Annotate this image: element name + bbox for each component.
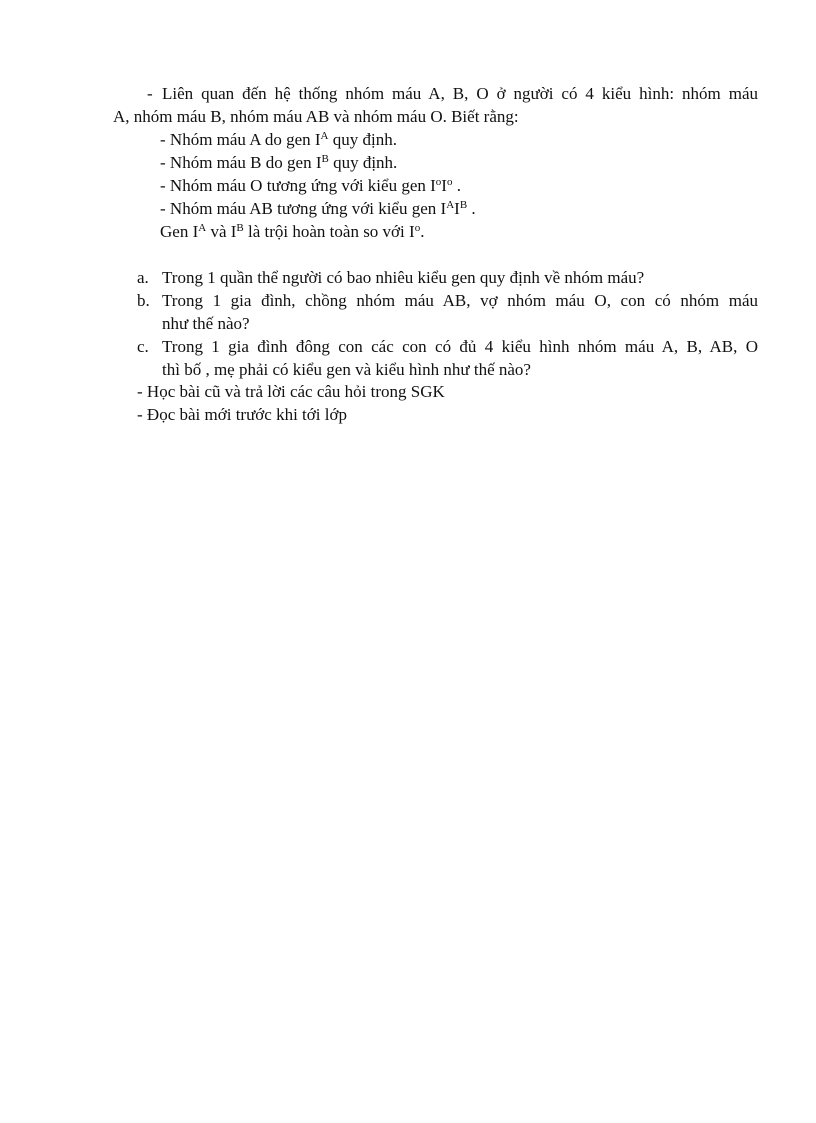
question-b-line-2: như thế nào? — [162, 314, 250, 333]
intro-line-1: Liên quan đến hệ thống nhóm máu A, B, O ở người có 4 kiểu hình: nhóm máu — [162, 84, 758, 103]
question-b-line-1: Trong 1 gia đình, chồng nhóm máu AB, vợ nhóm máu O, con có nhóm máu — [162, 291, 758, 310]
intro-line-2: A, nhóm máu B, nhóm máu AB và nhóm máu O. Biết rằng: — [113, 107, 519, 126]
question-c-marker: c. — [137, 337, 149, 356]
fact-group-a: - Nhóm máu A do gen $I^A$ quy định. — [160, 130, 397, 149]
question-a-marker: a. — [137, 268, 149, 287]
fact-group-b: - Nhóm máu B do gen $I^B$ quy định. — [160, 153, 398, 172]
fact-dominance: Gen $I^A$ và $I^B$ là trội hoàn toàn so với $I^o$. — [160, 222, 425, 241]
question-c-line-2: thì bố , mẹ phải có kiểu gen và kiểu hình như thế nào? — [162, 360, 531, 379]
fact-group-ab: - Nhóm máu AB tương ứng với kiểu gen $I^AI^B$ . — [160, 199, 476, 218]
question-b-marker: b. — [137, 291, 150, 310]
question-c-line-1: Trong 1 gia đình đông con các con có đủ 4 kiểu hình nhóm máu A, B, AB, O — [162, 337, 758, 356]
homework-item-review: - Học bài cũ và trả lời các câu hỏi trong SGK — [137, 382, 445, 401]
homework-item-read-ahead: - Đọc bài mới trước khi tới lớp — [137, 405, 347, 424]
intro-dash: - — [147, 84, 153, 103]
question-a-line-1: Trong 1 quần thể người có bao nhiêu kiểu gen quy định về nhóm máu? — [162, 268, 645, 287]
fact-group-o: - Nhóm máu O tương ứng với kiểu gen $I^oI^o$ . — [160, 176, 461, 195]
